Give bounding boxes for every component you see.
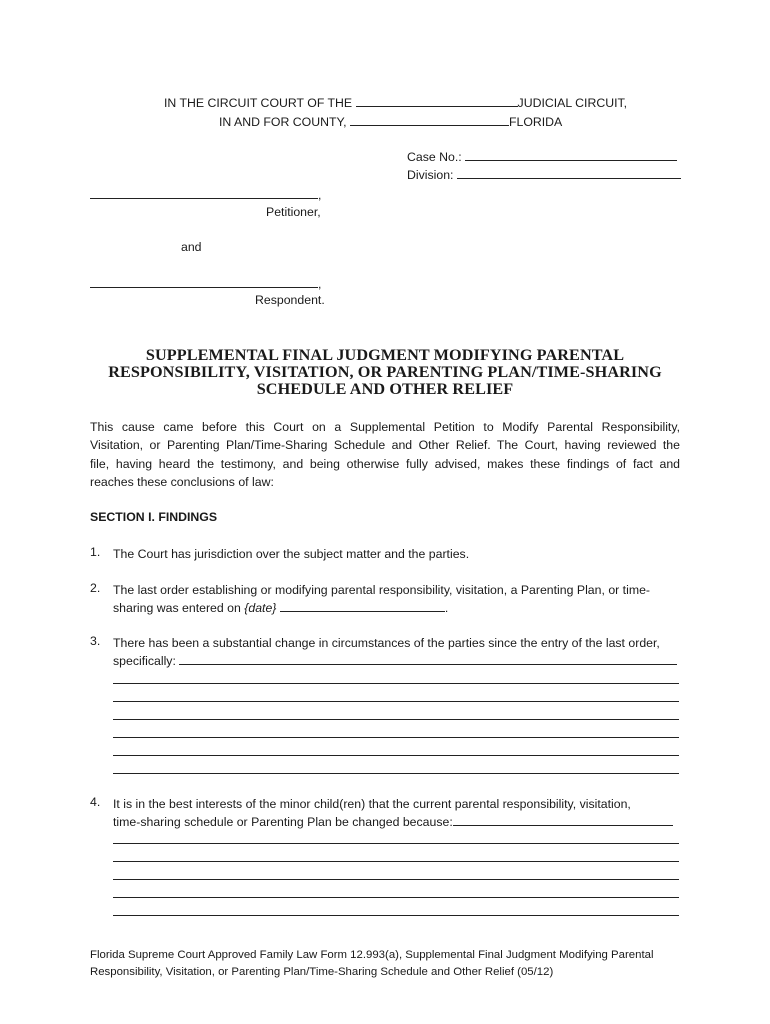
court-header-line1 — [164, 95, 627, 110]
item3-line2 — [113, 652, 680, 670]
intro-line4: reaches these conclusions of law: — [90, 474, 274, 489]
item3-text — [113, 634, 680, 671]
intro-line3: file, having heard the testimony, and being otherwise fully advised, makes these findings of fact and — [90, 456, 680, 471]
item3-line1: There has been a substantial change in circumstances of the parties since the entry of the last order, — [113, 636, 660, 650]
item3-blank-line[interactable] — [113, 701, 679, 702]
item2-line2-prefix: sharing was entered on — [113, 601, 245, 616]
division-label: Division: — [407, 168, 454, 182]
county-field[interactable] — [350, 114, 509, 126]
item3-blank-line[interactable] — [113, 683, 679, 684]
document-title-line1: SUPPLEMENTAL FINAL JUDGMENT MODIFYING PARENTAL — [145, 346, 625, 364]
best-interests-field[interactable] — [453, 814, 673, 826]
intro-paragraph — [90, 418, 680, 491]
item4-blank-line[interactable] — [113, 861, 679, 862]
item3-number: 3. — [90, 634, 101, 648]
item3-line2-prefix: specifically: — [113, 654, 176, 669]
footer-line1: Florida Supreme Court Approved Family Law Form 12.993(a), Supplemental Final Judgment Modifying Parental — [90, 949, 654, 961]
item2-line2 — [113, 599, 680, 617]
and-label: and — [181, 240, 202, 254]
section-heading: SECTION I. FINDINGS — [90, 510, 218, 524]
document-title-line3: SCHEDULE AND OTHER RELIEF — [256, 380, 514, 398]
footer-line2: Responsibility, Visitation, or Parenting Plan/Time-Sharing Schedule and Other Relief (05/12) — [90, 966, 554, 978]
item4-text — [113, 795, 680, 832]
case-number-row — [407, 149, 677, 164]
division-field[interactable] — [457, 167, 681, 179]
respondent-name-row — [90, 276, 321, 291]
item4-line2-prefix: time-sharing schedule or Parenting Plan be changed because: — [113, 815, 453, 830]
item2-text — [113, 581, 680, 618]
respondent-label: Respondent. — [255, 293, 325, 307]
court-line2-prefix: IN AND FOR COUNTY, — [219, 115, 347, 129]
item3-blank-line[interactable] — [113, 737, 679, 738]
item4-blank-line[interactable] — [113, 915, 679, 916]
petitioner-name-row — [90, 187, 321, 202]
form-footer — [90, 947, 690, 981]
petitioner-label: Petitioner, — [266, 205, 321, 219]
intro-line2: Visitation, or Parenting Plan/Time-Sharing Schedule and Other Relief. The Court, having reviewed the — [90, 438, 680, 453]
item4-blank-line[interactable] — [113, 897, 679, 898]
court-line1-suffix: JUDICIAL CIRCUIT, — [517, 96, 628, 110]
document-title-line2: RESPONSIBILITY, VISITATION, OR PARENTING PLAN/TIME-SHARING — [108, 363, 662, 381]
item3-blank-line[interactable] — [113, 755, 679, 756]
item1-text: The Court has jurisdiction over the subject matter and the parties. — [113, 547, 470, 561]
item1-number: 1. — [90, 545, 101, 559]
item4-blank-line[interactable] — [113, 879, 679, 880]
intro-line1: This cause came before this Court on a Supplemental Petition to Modify Parental Responsibility, — [90, 420, 680, 434]
item4-line1: It is in the best interests of the minor child(ren) that the current parental responsibility, visitation, — [113, 797, 631, 811]
judicial-circuit-field[interactable] — [356, 95, 518, 107]
item2-line1: The last order establishing or modifying parental responsibility, visitation, a Parenting Plan, or time- — [113, 583, 650, 597]
item4-number: 4. — [90, 795, 101, 809]
item4-blank-line[interactable] — [113, 843, 679, 844]
item2-line2-suffix: . — [444, 601, 449, 616]
court-header-line2 — [219, 114, 562, 129]
item3-blank-line[interactable] — [113, 773, 679, 774]
date-placeholder: {date} — [244, 601, 277, 616]
case-number-field[interactable] — [465, 149, 677, 161]
item3-blank-line[interactable] — [113, 719, 679, 720]
respondent-name-field[interactable] — [90, 276, 318, 288]
division-row — [407, 167, 681, 182]
item4-line2 — [113, 813, 680, 831]
item2-number: 2. — [90, 581, 101, 595]
case-no-label: Case No.: — [407, 150, 462, 164]
respondent-comma: , — [318, 277, 322, 291]
order-date-field[interactable] — [280, 600, 445, 612]
change-circumstances-field[interactable] — [179, 653, 677, 665]
court-line1-prefix: IN THE CIRCUIT COURT OF THE — [164, 96, 353, 110]
petitioner-name-field[interactable] — [90, 187, 318, 199]
petitioner-comma: , — [318, 188, 322, 202]
court-line2-suffix: FLORIDA — [508, 115, 563, 129]
